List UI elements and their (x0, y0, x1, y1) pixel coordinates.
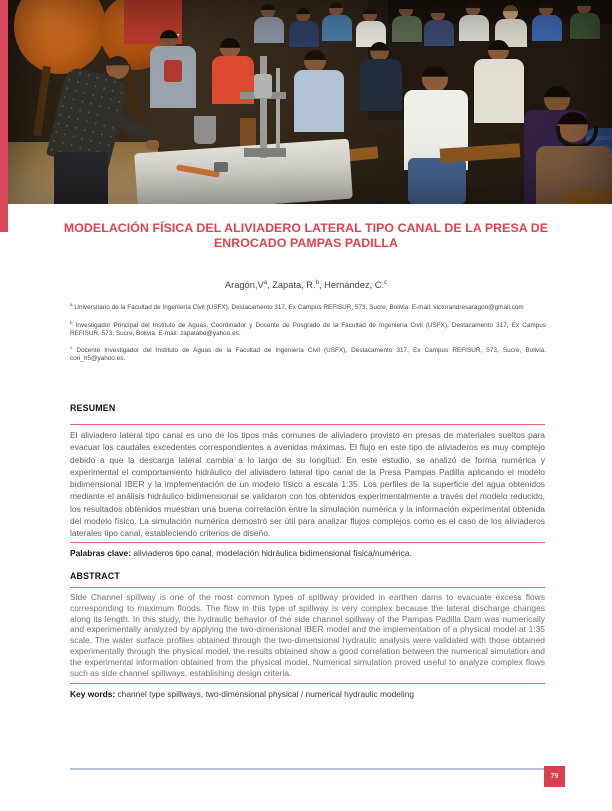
red-rule (70, 424, 545, 425)
student-torso (459, 15, 489, 41)
student-torso (392, 16, 422, 42)
affiliation-item (70, 301, 546, 312)
student-torso (356, 21, 386, 47)
student-torso (424, 20, 454, 46)
student-head (363, 8, 377, 22)
student-torso (586, 128, 612, 204)
red-rule (70, 683, 545, 684)
student-head (296, 8, 310, 22)
author-superscript: a (263, 280, 268, 286)
wooden-chair (240, 118, 256, 178)
student-torso (294, 70, 344, 132)
student-torso (360, 59, 402, 111)
student-torso (404, 90, 468, 170)
resumen-heading: RESUMEN (70, 403, 116, 413)
test-apparatus (240, 92, 286, 99)
classroom-photo (8, 0, 612, 204)
headphones-icon (556, 126, 598, 148)
mixer-stand (123, 64, 140, 120)
author-name: , Hernández, C. (318, 280, 385, 291)
author-name: Aragón,V (224, 280, 264, 291)
poster (124, 0, 182, 44)
test-apparatus (244, 148, 286, 157)
affiliations (70, 301, 546, 370)
resumen-body: El aliviadero lateral tipo canal es uno de los tipos más comunes de aliviadero provisto en presas de materiales sueltos para evacuar los caudales excedentes correspondientes a avenidas máximas. El flujo en este tipo de aliviaderos es muy complejo debido a que la descarga lateral cambia a lo largo de su longitud. En este estudio, se analizó de forma numérica y experimental el comportamiento hidráulico del aliviadero lateral tipo canal de la Presa Pampas Padilla aplicando el modelo bidimensional IBER y la implementación de un modelo físico a escala 1:35. Los perfiles de la superficie del agua obtenidos mediante el análisis hidráulico bidimensional se validaron con los obtenidos experimentalmente a través del modelo reducido, los resultados obtenidos muestran una buena correlación entre la simulación numérica y la información experimental obtenida del modelo físico. La simulación numérica demostró ser útil para analizar flujos complejos como es el caso de los aliviaderos laterales tipo canal, estableciendo criterios de diseño. (70, 430, 545, 538)
affiliation-item (70, 319, 546, 338)
student-head (329, 2, 343, 16)
floor (8, 142, 158, 204)
author-name: , Zapata, R. (267, 280, 316, 291)
student-torso (570, 13, 600, 39)
palabras-clave-line (70, 548, 550, 558)
mixer-stand (33, 66, 51, 136)
cement-mixer-icon (100, 0, 172, 70)
accent-strip-left (0, 0, 8, 232)
lab-table (134, 139, 353, 204)
poster-text: 07 (170, 33, 179, 42)
key-words-line (70, 689, 550, 699)
affiliation-marker: b (70, 319, 73, 325)
authors-line (0, 280, 612, 290)
professor-legs (54, 152, 108, 204)
wooden-chair (308, 146, 379, 165)
student-head (304, 50, 326, 72)
hammer (176, 164, 220, 178)
cement-mixer-icon (14, 0, 106, 74)
student-head (431, 7, 445, 21)
wooden-chair (564, 190, 612, 204)
student-head (261, 4, 275, 18)
jacket-red-patch (164, 60, 182, 82)
bucket (194, 116, 216, 144)
test-apparatus (260, 56, 267, 158)
student-torso (532, 15, 562, 41)
red-rule (70, 542, 545, 543)
palabras-clave-text: aliviaderos tipo canal, modelación hidráulica bidimensional física/numérica. (131, 548, 412, 558)
affiliation-text: Investigador Principal del Instituto de Aguas, Coordinador y Docente de Posgrado de la Facultad de Ingeniería Civil (USFX), Destacamento 317, Ex Campus REFISUR, 573, Sucre, Bolivia. E-mail: zapatabo@yahoo.es. (70, 321, 546, 337)
red-rule (70, 587, 545, 588)
professor-hand (146, 140, 159, 150)
student-torso (254, 17, 284, 43)
student-head (503, 5, 518, 20)
student-head (539, 2, 553, 16)
professor-head (106, 56, 129, 79)
test-apparatus (254, 74, 272, 98)
abstract-body: Side Channel spillway is one of the most common types of spillway provided in earthen dams to evacuate excess flows corresponding to maximum floods. The flow in this type of spillway is very complex because the lateral discharge changes along its length. In this study, the hydraulic behavior of the side channel spillway of the Pampas Padilla Dam was numerically and experimentally analyzed by applying the two-dimensional IBER model and the implementation of a physical model at 1:35 scale. The water surface profiles obtained through the two-dimensional hydraulic analysis were validated with those obtained experimentally through the physical model, the results obtained show a good correlation between the numerical simulation and the experimental information obtained from the physical model. Numerical simulation proved useful to analyze complex flows such as side channel spillways, establishing design criteria. (70, 592, 545, 678)
student-head (220, 38, 240, 58)
page-number-badge (544, 766, 565, 787)
page-number: 79 (550, 773, 559, 780)
student-torso (150, 46, 196, 108)
student-head (466, 2, 480, 16)
student-torso (536, 146, 612, 204)
affiliation-text: Universitario de la Facultad de Ingeniería Civil (USFX), Destacamento 317, Ex Campus REFISUR, 573, Sucre, Bolivia. E-mail: victorandresaragon@gmail.com (72, 304, 524, 312)
key-words-label: Key words: (70, 689, 116, 699)
student-head (577, 0, 591, 14)
student-head (370, 42, 389, 61)
key-words-text: channel type spillways, two-dimensional physical / numerical hydraulic modeling (115, 689, 415, 699)
student-jeans (408, 158, 466, 204)
affiliation-text: Docente Investigador del Instituto de Aguas de la Facultad de Ingeniería Civil (USFX), Destacamento 317, Ex Campus REFISUR, 573, Sucre, Bolivia. cori_h5@yahoo.es. (70, 347, 546, 363)
hammer-head (214, 162, 228, 172)
affiliation-item (70, 344, 546, 363)
abstract-heading: ABSTRACT (70, 571, 120, 581)
professor-torso (46, 66, 130, 171)
professor-arm (97, 106, 154, 141)
wall-shadow (368, 0, 612, 120)
student-torso (289, 21, 319, 47)
affiliation-marker: c (70, 345, 73, 351)
student-head (488, 40, 509, 61)
paper-title: MODELACIÓN FÍSICA DEL ALIVIADERO LATERAL TIPO CANAL DE LA PRESA DE ENROCADO PAMPAS PADILLA (63, 221, 549, 250)
footer-divider-line (70, 768, 545, 770)
affiliation-marker: a (70, 302, 73, 307)
student-head (399, 3, 413, 17)
student-torso (212, 56, 254, 104)
student-head (544, 86, 570, 112)
author-superscript: c (384, 280, 388, 286)
ceiling-beam (388, 0, 612, 24)
student-torso (524, 110, 586, 204)
student-torso (474, 59, 524, 123)
student-head (160, 30, 178, 48)
student-torso (322, 15, 352, 41)
test-apparatus (276, 68, 280, 156)
student-head (558, 112, 588, 142)
author-superscript: b (315, 280, 319, 286)
palabras-clave-label: Palabras clave: (70, 548, 131, 558)
student-torso (495, 19, 527, 47)
wooden-chair (440, 143, 521, 163)
student-head (422, 66, 448, 92)
